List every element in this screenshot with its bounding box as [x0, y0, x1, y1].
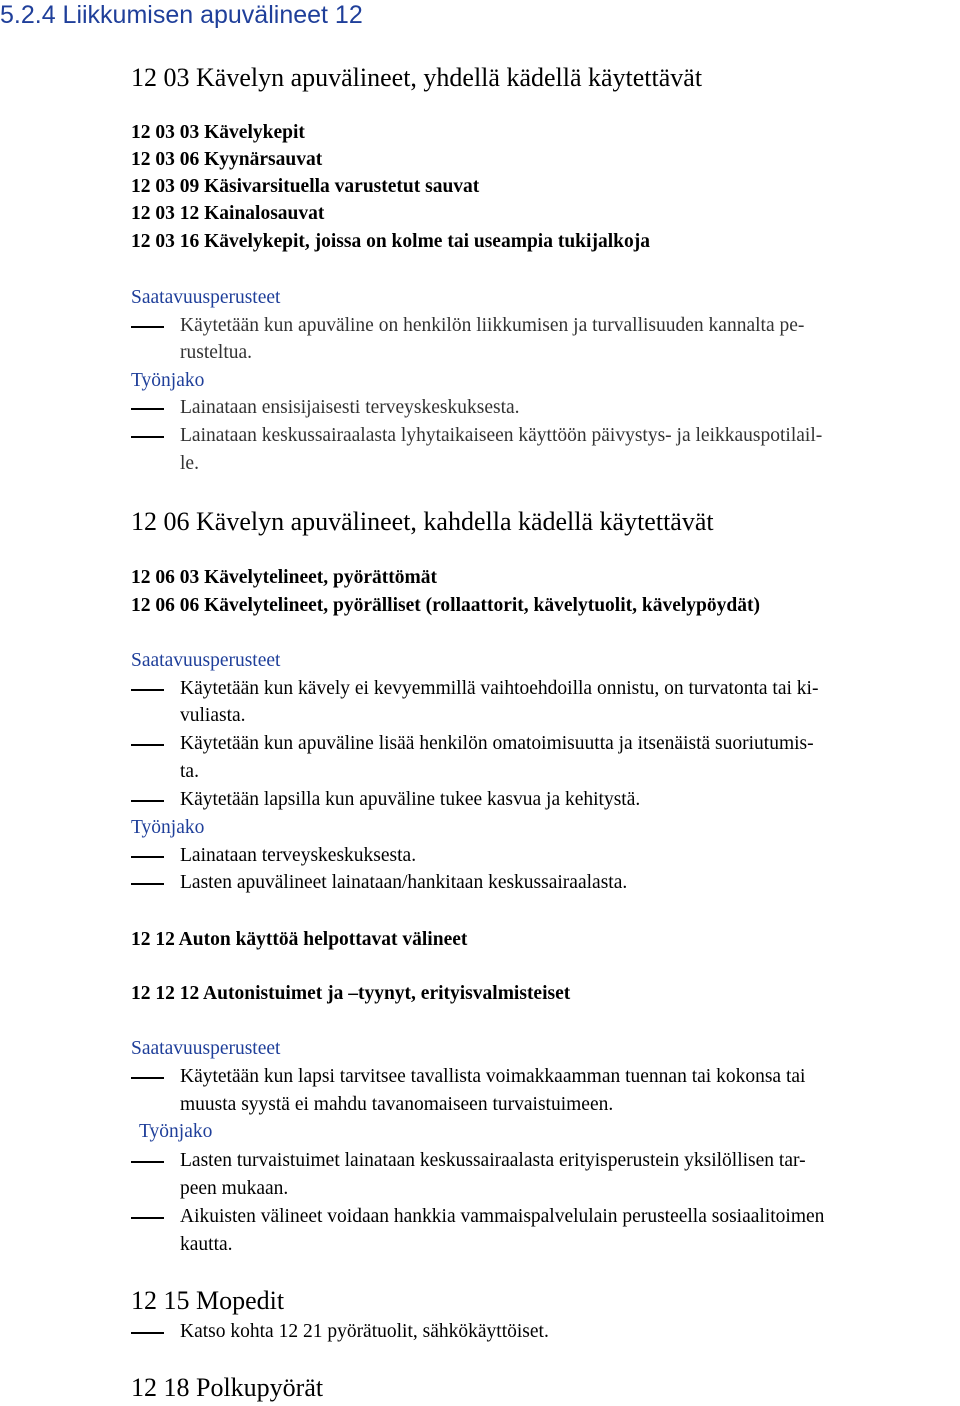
bullet-text: Lainataan ensisijaisesti terveyskeskuksesta.: [180, 397, 520, 418]
heading-12-06: 12 06 Kävelyn apuvälineet, kahdella kädellä käytettävät: [131, 507, 714, 536]
bullet-text: Lainataan terveyskeskuksesta.: [180, 845, 417, 866]
bullet-text: Käytetään kun lapsi tarvitsee tavallista voimakkaamman tuennan tai kokonsa tai: [180, 1066, 806, 1087]
bullet-text: Käytetään kun kävely ei kevyemmillä vaihtoehdoilla onnistu, on turvatonta tai ki-: [180, 678, 819, 699]
bullet-text: Käytetään kun apuväline on henkilön liikkumisen ja turvallisuuden kannalta pe-: [180, 315, 805, 336]
bullet-criteria: [131, 734, 960, 758]
bullet-division: [131, 426, 960, 450]
label-saatavuusperusteet: Saatavuusperusteet: [131, 1038, 281, 1059]
dash-bullet: [131, 408, 164, 410]
bullet-text: Käytetään lapsilla kun apuväline tukee kasvua ja kehitystä.: [180, 789, 641, 810]
dash-bullet: [131, 436, 164, 438]
bullet-continuation: vuliasta.: [180, 705, 246, 726]
bullet-continuation: kautta.: [180, 1234, 233, 1255]
bullet-text: Katso kohta 12 21 pyörätuolit, sähkökäyttöiset.: [180, 1321, 549, 1342]
bullet-criteria: [131, 316, 960, 340]
heading-12-15: 12 15 Mopedit: [131, 1286, 285, 1315]
item-12-06-03: 12 06 03 Kävelytelineet, pyörättömät: [131, 567, 437, 588]
label-saatavuusperusteet: Saatavuusperusteet: [131, 287, 281, 308]
bullet-criteria: [131, 679, 960, 703]
bullet-continuation: rusteltua.: [180, 342, 253, 363]
item-12-03-03: 12 03 03 Kävelykepit: [131, 122, 305, 143]
bullet-criteria: [131, 1067, 960, 1091]
dash-bullet: [131, 883, 164, 885]
section-title: 5.2.4 Liikkumisen apuvälineet 12: [0, 1, 363, 29]
bullet-text: Lasten apuvälineet lainataan/hankitaan keskussairaalasta.: [180, 872, 628, 893]
item-12-03-09: 12 03 09 Käsivarsituella varustetut sauvat: [131, 176, 480, 197]
item-12-03-06: 12 03 06 Kyynärsauvat: [131, 149, 323, 170]
bullet-text: Lainataan keskussairaalasta lyhytaikaiseen käyttöön päivystys- ja leikkauspotilail-: [180, 425, 823, 446]
bullet-division: [131, 846, 960, 870]
item-12-12-12: 12 12 12 Autonistuimet ja –tyynyt, erityisvalmisteiset: [131, 983, 571, 1004]
bullet-text: Lasten turvaistuimet lainataan keskussairaalasta erityisperustein yksilöllisen tar-: [180, 1150, 806, 1171]
label-tyonjako: Työnjako: [131, 370, 205, 391]
dash-bullet: [131, 1217, 164, 1219]
bullet-text: Käytetään kun apuväline lisää henkilön omatoimisuutta ja itsenäistä suoriutumis-: [180, 733, 814, 754]
bullet-division: [131, 398, 960, 422]
bullet-item: [131, 1322, 960, 1346]
item-12-06-06: 12 06 06 Kävelytelineet, pyörälliset (rollaattorit, kävelytuolit, kävelypöydät): [131, 595, 760, 616]
heading-12-03: 12 03 Kävelyn apuvälineet, yhdellä kädellä käytettävät: [131, 63, 703, 92]
dash-bullet: [131, 326, 164, 328]
bullet-continuation: muusta syystä ei mahdu tavanomaiseen turvaistuimeen.: [180, 1094, 614, 1115]
label-tyonjako: Työnjako: [131, 817, 205, 838]
dash-bullet: [131, 856, 164, 858]
dash-bullet: [131, 689, 164, 691]
label-saatavuusperusteet: Saatavuusperusteet: [131, 650, 281, 671]
bullet-criteria: [131, 790, 960, 814]
label-tyonjako: Työnjako: [139, 1121, 213, 1142]
dash-bullet: [131, 1161, 164, 1163]
bullet-division: [131, 1207, 960, 1231]
dash-bullet: [131, 744, 164, 746]
dash-bullet: [131, 800, 164, 802]
dash-bullet: [131, 1332, 164, 1334]
bullet-division: [131, 1151, 960, 1175]
bullet-division: [131, 873, 960, 897]
bullet-text: Aikuisten välineet voidaan hankkia vammaispalvelulain perusteella sosiaalitoimen: [180, 1206, 825, 1227]
item-12-03-12: 12 03 12 Kainalosauvat: [131, 203, 325, 224]
bullet-continuation: ta.: [180, 761, 199, 782]
bullet-continuation: le.: [180, 453, 199, 474]
bullet-continuation: peen mukaan.: [180, 1178, 289, 1199]
dash-bullet: [131, 1077, 164, 1079]
heading-12-12: 12 12 Auton käyttöä helpottavat välineet: [131, 929, 468, 950]
item-12-03-16: 12 03 16 Kävelykepit, joissa on kolme tai useampia tukijalkoja: [131, 231, 650, 252]
heading-12-18: 12 18 Polkupyörät: [131, 1373, 324, 1402]
